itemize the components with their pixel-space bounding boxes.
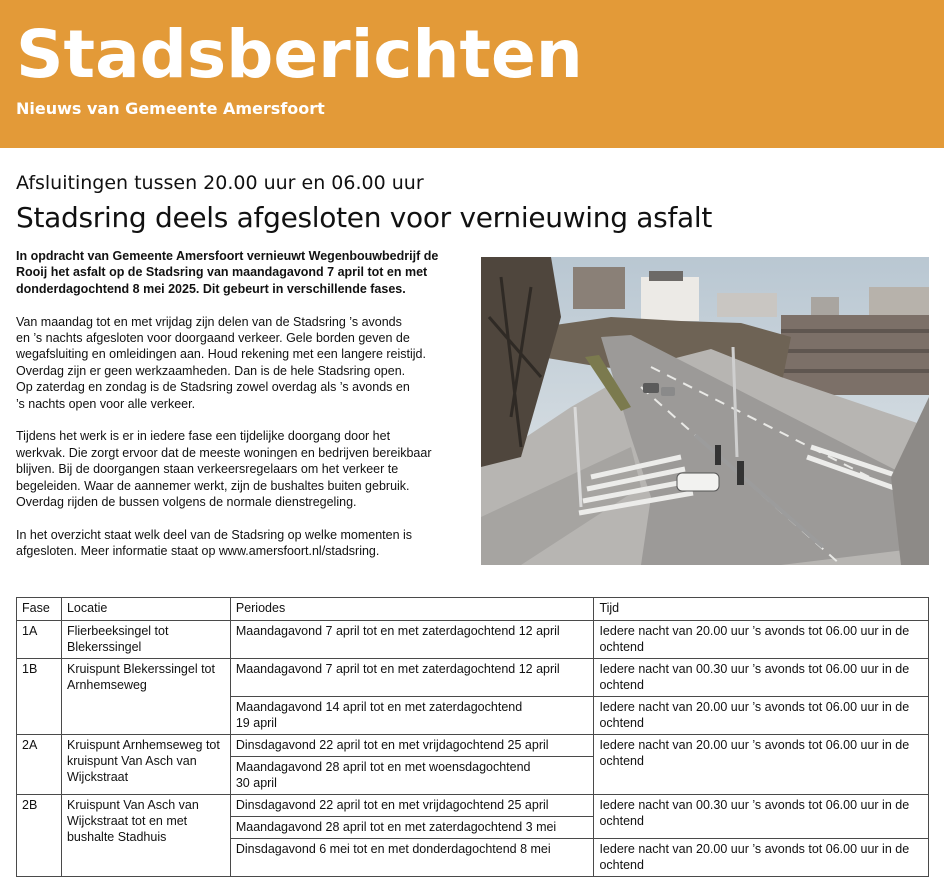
table-header-row xyxy=(17,598,929,621)
masthead-banner xyxy=(0,0,944,148)
table-row xyxy=(17,795,929,817)
periode-cell: Maandagavond 28 april tot en met zaterdagochtend 3 mei xyxy=(230,817,594,839)
article-headline: Stadsring deels afgesloten voor vernieuwing asfalt xyxy=(16,201,713,234)
tijd-cell: Iedere nacht van 00.30 uur ’s avonds tot 06.00 uur in de ochtend xyxy=(594,659,929,697)
body-paragraph: In het overzicht staat welk deel van de Stadsring op welke momenten is afgesloten. Meer informatie staat op www.amersfoort.nl/stadsring. xyxy=(16,527,413,559)
periode-cell: Dinsdagavond 6 mei tot en met donderdagochtend 8 mei xyxy=(230,839,594,877)
fase-cell: 1A xyxy=(17,621,62,659)
fase-cell: 1B xyxy=(17,659,62,735)
col-header-fase: Fase xyxy=(17,598,62,621)
tijd-cell: Iedere nacht van 20.00 uur ’s avonds tot 06.00 uur in de ochtend xyxy=(594,697,929,735)
locatie-cell: Kruispunt Blekerssingel tot Arnhemseweg xyxy=(61,659,230,735)
article-body xyxy=(16,248,466,576)
periode-cell: Maandagavond 14 april tot en met zaterdagochtend 19 april xyxy=(230,697,594,735)
intro-paragraph: In opdracht van Gemeente Amersfoort vernieuwt Wegenbouwbedrijf de Rooij het asfalt op de Stadsring van maandagavond 7 april tot en met donderdagochtend 8 mei 2025. Dit gebeurt in verschillende fases. xyxy=(16,249,439,296)
schedule-table xyxy=(16,597,929,877)
masthead-subtitle: Nieuws van Gemeente Amersfoort xyxy=(16,99,325,118)
masthead-title: Stadsberichten xyxy=(16,16,583,93)
periode-cell: Maandagavond 28 april tot en met woensdagochtend 30 april xyxy=(230,757,594,795)
fase-cell: 2B xyxy=(17,795,62,877)
periode-cell: Dinsdagavond 22 april tot en met vrijdagochtend 25 april xyxy=(230,795,594,817)
tijd-cell: Iedere nacht van 20.00 uur ’s avonds tot 06.00 uur in de ochtend xyxy=(594,839,929,877)
stadsring-photo xyxy=(481,257,929,565)
fase-cell: 2A xyxy=(17,735,62,795)
periode-cell: Dinsdagavond 22 april tot en met vrijdagochtend 25 april xyxy=(230,735,594,757)
col-header-periodes: Periodes xyxy=(230,598,594,621)
periode-cell: Maandagavond 7 april tot en met zaterdagochtend 12 april xyxy=(230,621,594,659)
tijd-cell: Iedere nacht van 20.00 uur ’s avonds tot 06.00 uur in de ochtend xyxy=(594,735,929,795)
table-row xyxy=(17,735,929,757)
tijd-cell: Iedere nacht van 00.30 uur ’s avonds tot 06.00 uur in de ochtend xyxy=(594,795,929,839)
col-header-tijd: Tijd xyxy=(594,598,929,621)
article-kicker: Afsluitingen tussen 20.00 uur en 06.00 uur xyxy=(16,172,424,194)
stadsring-photo-illustration xyxy=(481,257,929,565)
table-row xyxy=(17,621,929,659)
tijd-cell: Iedere nacht van 20.00 uur ’s avonds tot 06.00 uur in de ochtend xyxy=(594,621,929,659)
col-header-locatie: Locatie xyxy=(61,598,230,621)
locatie-cell: Kruispunt Arnhemseweg tot kruispunt Van Asch van Wijckstraat xyxy=(61,735,230,795)
periode-cell: Maandagavond 7 april tot en met zaterdagochtend 12 april xyxy=(230,659,594,697)
body-paragraph: Van maandag tot en met vrijdag zijn delen van de Stadsring ’s avonds en ’s nachts afgesloten voor doorgaand verkeer. Gele borden geven de wegafsluiting en omleidingen aan. Houd rekening met een langere reistijd. Overdag zijn er geen werkzaamheden. Dan is de hele Stadsring open. Op zaterdag en zondag is de Stadsring zowel overdag als ’s avonds en ’s nachts open voor alle verkeer. xyxy=(16,314,426,411)
locatie-cell: Kruispunt Van Asch van Wijckstraat tot en met bushalte Stadhuis xyxy=(61,795,230,877)
body-paragraph: Tijdens het werk is er in iedere fase een tijdelijke doorgang door het werkvak. Die zorgt ervoor dat de meeste woningen en bedrijven bereikbaar blijven. Bij de doorgangen staan verkeersregelaars om het verkeer te begeleiden. Waar de aannemer werkt, zijn de bushaltes buiten gebruik. Overdag rijden de bussen volgens de normale dienstregeling. xyxy=(16,429,432,510)
locatie-cell: Flierbeeksingel tot Blekerssingel xyxy=(61,621,230,659)
table-row xyxy=(17,659,929,697)
